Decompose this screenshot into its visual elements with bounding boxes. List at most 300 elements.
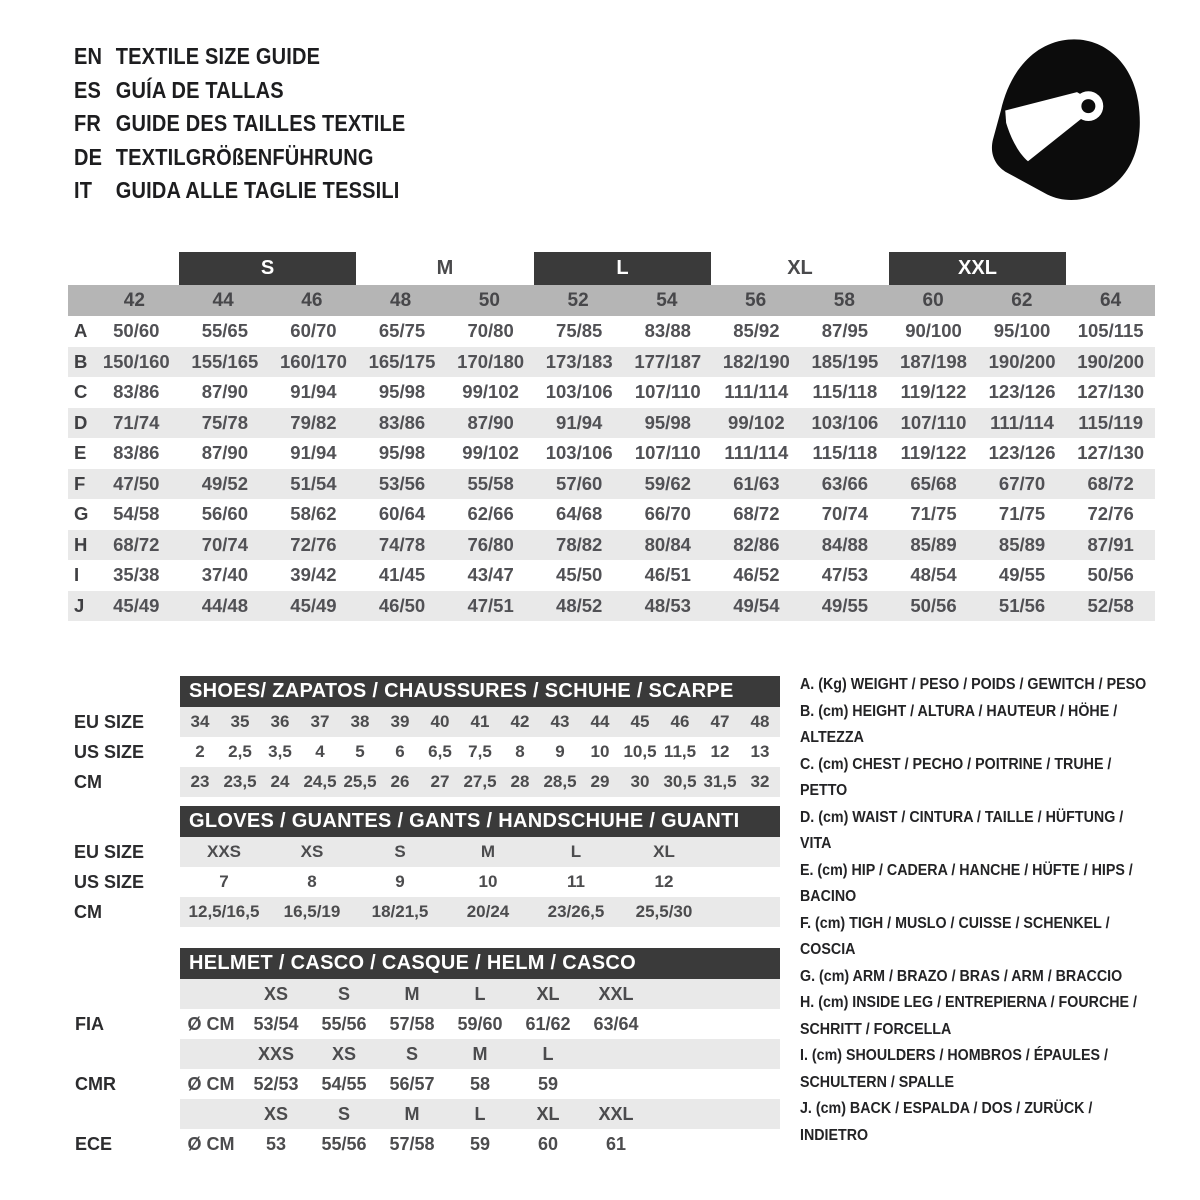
size-value: 177/187: [634, 350, 702, 372]
size-value: 84/88: [821, 533, 869, 555]
shoes-table: [68, 676, 780, 797]
size-value: 165/175: [368, 350, 436, 372]
row-label: D: [74, 411, 88, 433]
helmet-size-label: M: [472, 1044, 488, 1064]
glove-size-value: 20/24: [466, 902, 510, 921]
helmet-size-label: M: [404, 984, 420, 1004]
row-label: CM: [74, 902, 102, 922]
helmet-size-label: M: [404, 1104, 420, 1124]
column-header: 62: [1011, 290, 1033, 311]
helmet-size-label: L: [542, 1044, 554, 1064]
legend-item: C. (cm) CHEST / PECHO / POITRINE / TRUHE / PETTO: [800, 755, 1112, 799]
shoe-size-value: 42: [510, 712, 530, 731]
size-value: 182/190: [722, 350, 790, 372]
size-value: 150/160: [102, 350, 170, 372]
size-value: 64/68: [556, 503, 603, 524]
size-value: 49/52: [201, 472, 249, 494]
helmet-size-value: 53/54: [253, 1014, 299, 1034]
size-value: 87/91: [1087, 533, 1134, 555]
size-value: 60/70: [290, 320, 337, 341]
glove-size-value: M: [480, 842, 496, 861]
size-value: 99/102: [462, 381, 519, 402]
helmet-size-label: L: [474, 1104, 486, 1124]
size-label-xl: XL: [787, 257, 813, 279]
size-value: 99/102: [728, 411, 785, 433]
glove-size-value: S: [394, 842, 406, 861]
size-value: 41/45: [378, 564, 426, 585]
shoe-size-value: 46: [670, 712, 690, 731]
size-value: 35/38: [113, 564, 160, 585]
size-value: 70/74: [821, 503, 869, 524]
shoe-size-value: 10: [590, 742, 610, 761]
size-value: 95/98: [644, 411, 691, 433]
language-code: DE: [74, 143, 103, 170]
size-value: 46/52: [733, 564, 780, 585]
size-value: 83/86: [378, 411, 426, 433]
shoe-size-value: 48: [750, 712, 770, 731]
size-value: 59/62: [644, 472, 691, 494]
size-value: 72/76: [1087, 503, 1134, 524]
guide-title: GUIDA ALLE TAGLIE TESSILI: [115, 177, 400, 203]
size-value: 103/106: [545, 381, 613, 402]
shoe-size-value: 7,5: [468, 742, 492, 761]
legend-item: G. (cm) ARM / BRAZO / BRAS / ARM / BRACCIO: [800, 967, 1123, 985]
legend-item: A. (Kg) WEIGHT / PESO / POIDS / GEWITCH / PESO: [800, 676, 1147, 693]
shoe-size-value: 5: [355, 742, 365, 761]
size-value: 55/58: [467, 472, 514, 494]
shoe-size-value: 2,5: [228, 742, 252, 761]
row-spacer: [68, 1099, 180, 1129]
helmet-table-title: HELMET / CASCO / CASQUE / HELM / CASCO: [180, 948, 780, 979]
table-row: [68, 469, 1155, 500]
size-value: 83/86: [113, 442, 160, 463]
shoe-size-value: 35: [230, 712, 250, 731]
row-label: US SIZE: [74, 872, 145, 892]
size-label-s: S: [179, 252, 357, 285]
diameter-spacer: [180, 979, 242, 1009]
shoe-size-value: 37: [310, 712, 330, 731]
row-label: B: [74, 350, 88, 372]
column-header: 56: [745, 290, 767, 311]
size-value: 185/195: [811, 350, 879, 372]
shoe-size-value: 6,5: [428, 742, 452, 761]
size-value: 46/50: [378, 594, 426, 616]
gloves-table-title: GLOVES / GUANTES / GANTS / HANDSCHUHE / GUANTI: [180, 806, 780, 837]
size-value: 51/56: [998, 594, 1046, 616]
language-title-row: [74, 107, 405, 141]
size-value: 111/114: [724, 381, 789, 402]
size-value: 74/78: [378, 533, 426, 555]
band-spacer: [68, 252, 90, 285]
size-value: 66/70: [644, 503, 691, 524]
size-value: 39/42: [290, 564, 337, 585]
glove-size-value: 7: [219, 872, 229, 891]
row-spacer: [68, 1039, 180, 1069]
glove-size-value: 12,5/16,5: [188, 902, 260, 921]
column-header: 44: [212, 290, 234, 311]
size-value: 53/56: [378, 472, 426, 494]
shoe-size-value: 3,5: [268, 742, 292, 761]
size-value: 61/63: [733, 472, 780, 494]
helmet-size-value: 61/62: [525, 1014, 571, 1034]
shoe-size-value: 41: [470, 712, 490, 731]
language-code: FR: [74, 110, 102, 136]
standard-label-cmr: CMR: [75, 1074, 116, 1094]
shoe-size-value: 27,5: [463, 772, 497, 791]
size-value: 47/50: [113, 472, 160, 494]
size-value: 45/49: [290, 594, 337, 616]
row-label: J: [74, 594, 85, 616]
size-value: 190/200: [988, 350, 1056, 372]
column-header: 60: [922, 290, 944, 311]
table-row: [68, 560, 1155, 591]
column-header: 48: [390, 290, 412, 311]
size-value: 70/80: [467, 320, 514, 341]
shoe-size-value: 45: [630, 712, 650, 731]
shoe-size-value: 12: [710, 742, 730, 761]
size-value: 107/110: [634, 442, 701, 463]
size-value: 173/183: [545, 350, 613, 372]
size-value: 65/75: [378, 320, 426, 341]
size-value: 48/54: [910, 564, 957, 585]
size-value: 44/48: [201, 594, 249, 616]
helmet-size-value: 55/56: [321, 1014, 367, 1034]
language-title-row: [74, 74, 405, 108]
size-value: 91/94: [290, 381, 337, 402]
band-spacer: [90, 252, 179, 285]
shoe-size-value: 36: [270, 712, 290, 731]
size-value: 111/114: [724, 442, 789, 463]
helmet-size-value: 59: [469, 1134, 491, 1154]
size-value: 49/54: [733, 594, 780, 616]
size-value: 54/58: [113, 503, 160, 524]
row-label: A: [74, 320, 88, 341]
helmet-size-value: 55/56: [321, 1134, 367, 1154]
language-title-row: [74, 174, 405, 208]
size-value: 87/90: [201, 442, 249, 463]
table-row: [68, 316, 1155, 347]
size-value: 47/53: [821, 564, 869, 585]
helmet-size-value: 53: [265, 1134, 287, 1154]
size-value: 160/170: [280, 350, 347, 372]
helmet-icon: [972, 30, 1147, 205]
size-value: 119/122: [900, 381, 967, 402]
helmet-size-value: 60: [537, 1134, 559, 1154]
legend-item: F. (cm) TIGH / MUSLO / CUISSE / SCHENKEL / COSCIA: [800, 914, 1110, 958]
size-value: 90/100: [905, 320, 962, 341]
row-label: F: [74, 472, 86, 494]
helmet-size-value: 59: [537, 1074, 559, 1094]
diameter-label: Ø CM: [187, 1074, 235, 1094]
shoe-size-value: 40: [430, 712, 450, 731]
size-value: 190/200: [1077, 350, 1145, 372]
size-value: 60/64: [378, 503, 426, 524]
size-value: 127/130: [1077, 442, 1145, 463]
helmet-size-value: 57/58: [389, 1134, 435, 1154]
size-value: 95/100: [993, 320, 1051, 341]
size-value: 187/198: [900, 350, 967, 372]
guide-title: GUIDE DES TAILLES TEXTILE: [115, 110, 406, 136]
size-value: 83/86: [113, 381, 160, 402]
shoe-size-value: 8: [515, 742, 525, 761]
shoe-size-value: 39: [390, 712, 410, 731]
shoe-size-value: 28: [510, 772, 530, 791]
table-row: [68, 408, 1155, 439]
size-value: 115/119: [1078, 411, 1144, 433]
language-title-list: [74, 40, 405, 208]
size-value: 107/110: [634, 381, 701, 402]
size-value: 85/89: [910, 533, 957, 555]
table-row: [68, 707, 780, 737]
size-value: 82/86: [733, 533, 780, 555]
shoe-size-value: 30,5: [663, 772, 697, 791]
helmet-size-label: L: [474, 984, 486, 1004]
size-value: 51/54: [290, 472, 337, 494]
glove-size-value: 9: [395, 872, 405, 891]
column-header: 46: [301, 290, 323, 311]
size-value: 43/47: [467, 564, 514, 585]
shoe-size-value: 28,5: [543, 772, 577, 791]
size-label-xxl: XXL: [889, 252, 1067, 285]
size-value: 71/75: [998, 503, 1046, 524]
size-value: 127/130: [1077, 381, 1145, 402]
standard-label-fia: FIA: [75, 1014, 104, 1034]
size-value: 105/115: [1077, 320, 1144, 341]
size-value: 55/65: [201, 320, 249, 341]
diameter-label: Ø CM: [187, 1014, 235, 1034]
row-spacer: [68, 979, 180, 1009]
shoe-size-value: 13: [750, 742, 770, 761]
table-row: [68, 1009, 780, 1039]
size-value: 56/60: [201, 503, 249, 524]
column-header: 42: [123, 290, 145, 311]
glove-size-value: 23/26,5: [547, 902, 605, 921]
size-value: 78/82: [556, 533, 603, 555]
size-value: 75/78: [201, 411, 249, 433]
glove-size-value: 10: [478, 872, 498, 891]
helmet-size-value: 56/57: [389, 1074, 435, 1094]
helmet-size-value: 52/53: [253, 1074, 299, 1094]
helmet-size-label: XL: [536, 1104, 560, 1124]
legend-item: B. (cm) HEIGHT / ALTURA / HAUTEUR / HÖHE / ALTEZZA: [800, 702, 1118, 746]
table-row: [68, 1099, 780, 1129]
size-value: 91/94: [556, 411, 603, 433]
row-label: H: [74, 533, 88, 555]
helmet-size-label: S: [405, 1044, 418, 1064]
row-label: G: [74, 503, 89, 524]
size-value: 95/98: [378, 381, 426, 402]
shoes-table-title: SHOES/ ZAPATOS / CHAUSSURES / SCHUHE / SCARPE: [180, 676, 780, 707]
helmet-size-label: XXL: [598, 1104, 634, 1124]
glove-size-value: L: [570, 842, 582, 861]
size-value: 75/85: [556, 320, 603, 341]
size-value: 87/90: [467, 411, 514, 433]
size-value: 123/126: [988, 381, 1056, 402]
size-value: 37/40: [201, 564, 249, 585]
glove-size-value: 12: [654, 872, 674, 891]
legend-item: J. (cm) BACK / ESPALDA / DOS / ZURÜCK / INDIETRO: [800, 1100, 1093, 1144]
column-header: 64: [1100, 290, 1122, 311]
shoe-size-value: 47: [710, 712, 730, 731]
size-value: 49/55: [998, 564, 1046, 585]
size-value: 103/106: [811, 411, 879, 433]
language-code: ES: [74, 76, 102, 103]
glove-size-value: 8: [307, 872, 317, 891]
shoe-size-value: 24,5: [303, 772, 337, 791]
size-value: 71/75: [910, 503, 957, 524]
size-value: 50/60: [113, 320, 160, 341]
size-value: 115/118: [812, 381, 878, 402]
size-value: 65/68: [910, 472, 957, 494]
size-value: 85/92: [733, 320, 780, 341]
helmet-size-value: 58: [469, 1074, 491, 1094]
size-value: 83/88: [644, 320, 691, 341]
helmet-size-value: 54/55: [321, 1074, 367, 1094]
helmet-size-label: XXL: [598, 984, 634, 1004]
size-value: 123/126: [988, 442, 1056, 463]
band-spacer: [1066, 252, 1155, 285]
size-value: 87/95: [821, 320, 869, 341]
shoe-size-value: 10,5: [623, 742, 657, 761]
helmet-table: [68, 948, 780, 1159]
size-value: 67/70: [998, 472, 1046, 494]
shoe-size-value: 27: [430, 772, 450, 791]
size-value: 62/66: [467, 503, 514, 524]
size-value: 57/60: [556, 472, 603, 494]
measurement-legend: [800, 672, 1157, 1149]
glove-size-value: 25,5/30: [635, 902, 693, 921]
helmet-size-value: 57/58: [389, 1014, 435, 1034]
table-row: [68, 438, 1155, 469]
table-row: [68, 377, 1155, 408]
numeric-size-header: [68, 285, 1155, 316]
guide-title: TEXTILGRÖßENFÜHRUNG: [115, 143, 374, 170]
size-value: 46/51: [644, 564, 691, 585]
shoe-size-value: 44: [590, 712, 610, 731]
shoe-size-value: 6: [395, 742, 405, 761]
table-row: [68, 897, 780, 927]
size-label-l: L: [534, 252, 712, 285]
standard-label-ece: ECE: [75, 1134, 113, 1154]
language-code: EN: [74, 43, 103, 69]
legend-item: H. (cm) INSIDE LEG / ENTREPIERNA / FOURCHE / SCHRITT / FORCELLA: [800, 994, 1137, 1038]
size-value: 63/66: [821, 472, 869, 494]
glove-size-value: XXS: [206, 842, 242, 861]
diameter-label: Ø CM: [187, 1134, 235, 1154]
shoe-size-value: 24: [270, 772, 290, 791]
shoe-size-value: 30: [630, 772, 650, 791]
legend-item: E. (cm) HIP / CADERA / HANCHE / HÜFTE / HIPS / BACINO: [800, 861, 1133, 905]
column-header: 52: [567, 290, 589, 311]
size-value: 50/56: [910, 594, 957, 616]
column-header: 54: [656, 290, 678, 311]
helmet-size-value: 61: [605, 1134, 627, 1154]
helmet-size-value: 63/64: [593, 1014, 639, 1034]
size-value: 91/94: [290, 442, 337, 463]
legend-item: D. (cm) WAIST / CINTURA / TAILLE / HÜFTUNG / VITA: [800, 808, 1124, 852]
row-label: I: [74, 564, 80, 585]
size-value: 95/98: [378, 442, 426, 463]
size-value: 71/74: [113, 411, 160, 433]
size-value: 103/106: [545, 442, 613, 463]
table-row: [68, 1129, 780, 1159]
language-code: IT: [74, 177, 93, 203]
size-value: 50/56: [1087, 564, 1134, 585]
glove-size-value: 18/21,5: [371, 902, 429, 921]
shoe-size-value: 43: [550, 712, 570, 731]
size-value: 47/51: [467, 594, 514, 616]
glove-size-value: 11: [567, 872, 585, 891]
guide-title: TEXTILE SIZE GUIDE: [115, 43, 321, 69]
size-value: 45/50: [556, 564, 603, 585]
row-label: C: [74, 381, 88, 402]
size-value: 58/62: [290, 503, 337, 524]
size-value: 68/72: [1087, 472, 1134, 494]
helmet-size-label: S: [337, 1104, 350, 1124]
glove-size-value: XS: [300, 842, 324, 861]
size-value: 70/74: [201, 533, 249, 555]
shoe-size-value: 38: [350, 712, 370, 731]
table-row: [68, 737, 780, 767]
size-label-m: M: [436, 257, 454, 279]
table-row: [68, 347, 1155, 378]
shoe-size-value: 31,5: [703, 772, 737, 791]
shoe-size-value: 32: [750, 772, 770, 791]
size-value: 107/110: [900, 411, 967, 433]
shoe-size-value: 34: [190, 712, 210, 731]
table-row: [68, 837, 780, 867]
size-value: 85/89: [998, 533, 1046, 555]
shoe-size-value: 26: [390, 772, 410, 791]
size-value: 52/58: [1087, 594, 1134, 616]
row-label: US SIZE: [74, 742, 145, 762]
helmet-size-label: S: [337, 984, 350, 1004]
size-value: 111/114: [990, 411, 1054, 433]
size-value: 72/76: [290, 533, 337, 555]
table-row: [68, 530, 1155, 561]
size-value: 87/90: [201, 381, 249, 402]
helmet-size-label: XL: [536, 984, 560, 1004]
shoe-size-value: 23: [190, 772, 210, 791]
size-value: 45/49: [113, 594, 160, 616]
helmet-size-label: XS: [263, 984, 288, 1004]
glove-size-value: XL: [653, 842, 675, 861]
language-title-row: [74, 40, 405, 74]
size-value: 80/84: [644, 533, 691, 555]
helmet-size-label: XS: [331, 1044, 356, 1064]
size-value: 115/118: [812, 442, 878, 463]
table-row: [68, 767, 780, 797]
diameter-spacer: [180, 1099, 242, 1129]
helmet-size-value: 59/60: [457, 1014, 503, 1034]
size-value: 48/52: [556, 594, 603, 616]
table-row: [68, 499, 1155, 530]
helmet-size-label: XS: [263, 1104, 288, 1124]
table-row: [68, 979, 780, 1009]
gloves-table: [68, 806, 780, 927]
shoe-size-value: 29: [590, 772, 610, 791]
size-value: 79/82: [290, 411, 337, 433]
column-header: 50: [478, 290, 500, 311]
size-value: 155/165: [191, 350, 259, 372]
shoe-size-value: 9: [555, 742, 565, 761]
size-value: 68/72: [733, 503, 780, 524]
shoe-size-value: 11,5: [663, 742, 697, 761]
size-value: 49/55: [821, 594, 869, 616]
table-row: [68, 867, 780, 897]
size-value: 99/102: [462, 442, 519, 463]
row-label: CM: [74, 772, 102, 792]
